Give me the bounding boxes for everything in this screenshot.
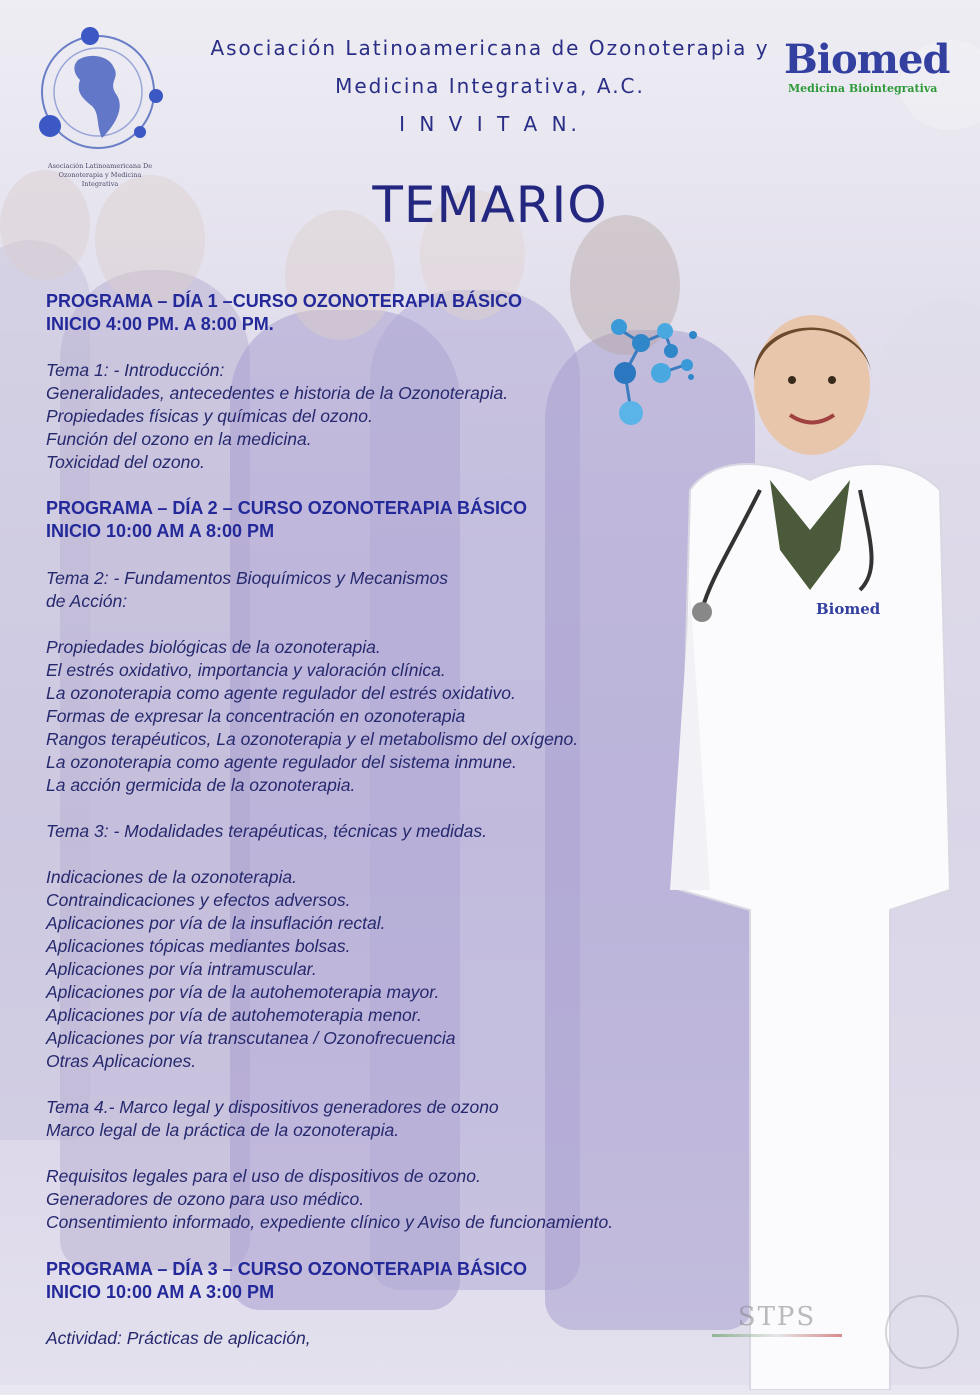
list-item: Propiedades biológicas de la ozonoterapia.: [46, 637, 381, 657]
day3-heading: PROGRAMA – DÍA 3 – CURSO OZONOTERAPIA BÁSICO: [46, 1259, 528, 1279]
list-item: Propiedades físicas y químicas del ozono.: [46, 406, 373, 426]
day2-time: INICIO 10:00 AM A 8:00 PM: [46, 521, 275, 541]
header-line-3: I N V I T A N.: [399, 112, 581, 136]
logo-caption-2: Ozonoterapia y Medicina: [58, 171, 142, 179]
list-item: Aplicaciones por vía de la autohemoterapia mayor.: [46, 982, 440, 1002]
coat-logo: Biomed: [816, 600, 881, 618]
day2-section-heading: [46, 497, 527, 543]
list-item: Consentimiento informado, expediente clínico y Aviso de funcionamiento.: [46, 1212, 614, 1232]
list-item: Requisitos legales para el uso de dispositivos de ozono.: [46, 1166, 481, 1186]
logo-caption-1: Asociación Latinoamericana De: [47, 162, 153, 170]
list-item: Aplicaciones tópicas mediantes bolsas.: [46, 936, 351, 956]
list-item: Función del ozono en la medicina.: [46, 429, 312, 449]
tema3-title: Tema 3: - Modalidades terapéuticas, técnicas y medidas.: [46, 821, 487, 841]
list-item: Contraindicaciones y efectos adversos.: [46, 890, 351, 910]
list-item: El estrés oxidativo, importancia y valoración clínica.: [46, 660, 446, 680]
header-line-2: Medicina Integrativa, A.C.: [335, 74, 645, 98]
tema2-title-cont: de Acción:: [46, 591, 128, 611]
day1-section-heading: [46, 290, 522, 336]
day3-section-heading: [46, 1258, 527, 1304]
list-item: Toxicidad del ozono.: [46, 452, 205, 472]
list-item: Rangos terapéuticos, La ozonoterapia y el metabolismo del oxígeno.: [46, 729, 579, 749]
tema4-title: Tema 4.- Marco legal y dispositivos generadores de ozono: [46, 1097, 499, 1117]
biomed-logo-name: Biomed: [784, 36, 950, 83]
day3-activity: Actividad: Prácticas de aplicación,: [46, 1328, 311, 1348]
tema2-title: Tema 2: - Fundamentos Bioquímicos y Mecanismos: [46, 568, 449, 588]
list-item: Indicaciones de la ozonoterapia.: [46, 867, 298, 887]
tema4-subtitle: Marco legal de la práctica de la ozonoterapia.: [46, 1120, 400, 1140]
day1-topics: [46, 359, 508, 474]
list-item: Generadores de ozono para uso médico.: [46, 1189, 365, 1209]
day2-topics: [46, 567, 613, 1234]
biomed-logo-tagline: Medicina Biointegrativa: [788, 82, 938, 95]
day3-time: INICIO 10:00 AM A 3:00 PM: [46, 1282, 275, 1302]
biomed-logo: [784, 36, 950, 100]
day1-time: INICIO 4:00 PM. A 8:00 PM.: [46, 314, 274, 334]
day2-heading: PROGRAMA – DÍA 2 – CURSO OZONOTERAPIA BÁSICO: [46, 498, 528, 518]
doctor-photo: [650, 290, 980, 1390]
header-line-1: Asociación Latinoamericana de Ozonoterapia y: [210, 36, 770, 60]
list-item: Tema 1: - Introducción:: [46, 360, 225, 380]
logo-caption-3: Integrativa: [81, 180, 119, 188]
association-globe-icon: [30, 22, 170, 157]
list-item: Aplicaciones por vía intramuscular.: [46, 959, 317, 979]
list-item: La acción germicida de la ozonoterapia.: [46, 775, 356, 795]
list-item: Aplicaciones por vía transcutanea / Ozonofrecuencia: [46, 1028, 456, 1048]
stps-logo: [712, 1302, 842, 1362]
list-item: Generalidades, antecedentes e historia de la Ozonoterapia.: [46, 383, 509, 403]
list-item: Aplicaciones por vía de autohemoterapia menor.: [46, 1005, 422, 1025]
seal-icon: [885, 1295, 959, 1369]
association-logo: [30, 22, 170, 192]
list-item: Otras Aplicaciones.: [46, 1051, 197, 1071]
stps-logo-text: STPS: [737, 1302, 817, 1332]
list-item: Formas de expresar la concentración en ozonoterapia: [46, 706, 466, 726]
list-item: La ozonoterapia como agente regulador del sistema inmune.: [46, 752, 517, 772]
list-item: Aplicaciones por vía de la insuflación rectal.: [46, 913, 386, 933]
day1-heading: PROGRAMA – DÍA 1 –CURSO OZONOTERAPIA BÁSICO: [46, 291, 523, 311]
page-title: TEMARIO: [372, 176, 608, 234]
list-item: La ozonoterapia como agente regulador del estrés oxidativo.: [46, 683, 516, 703]
